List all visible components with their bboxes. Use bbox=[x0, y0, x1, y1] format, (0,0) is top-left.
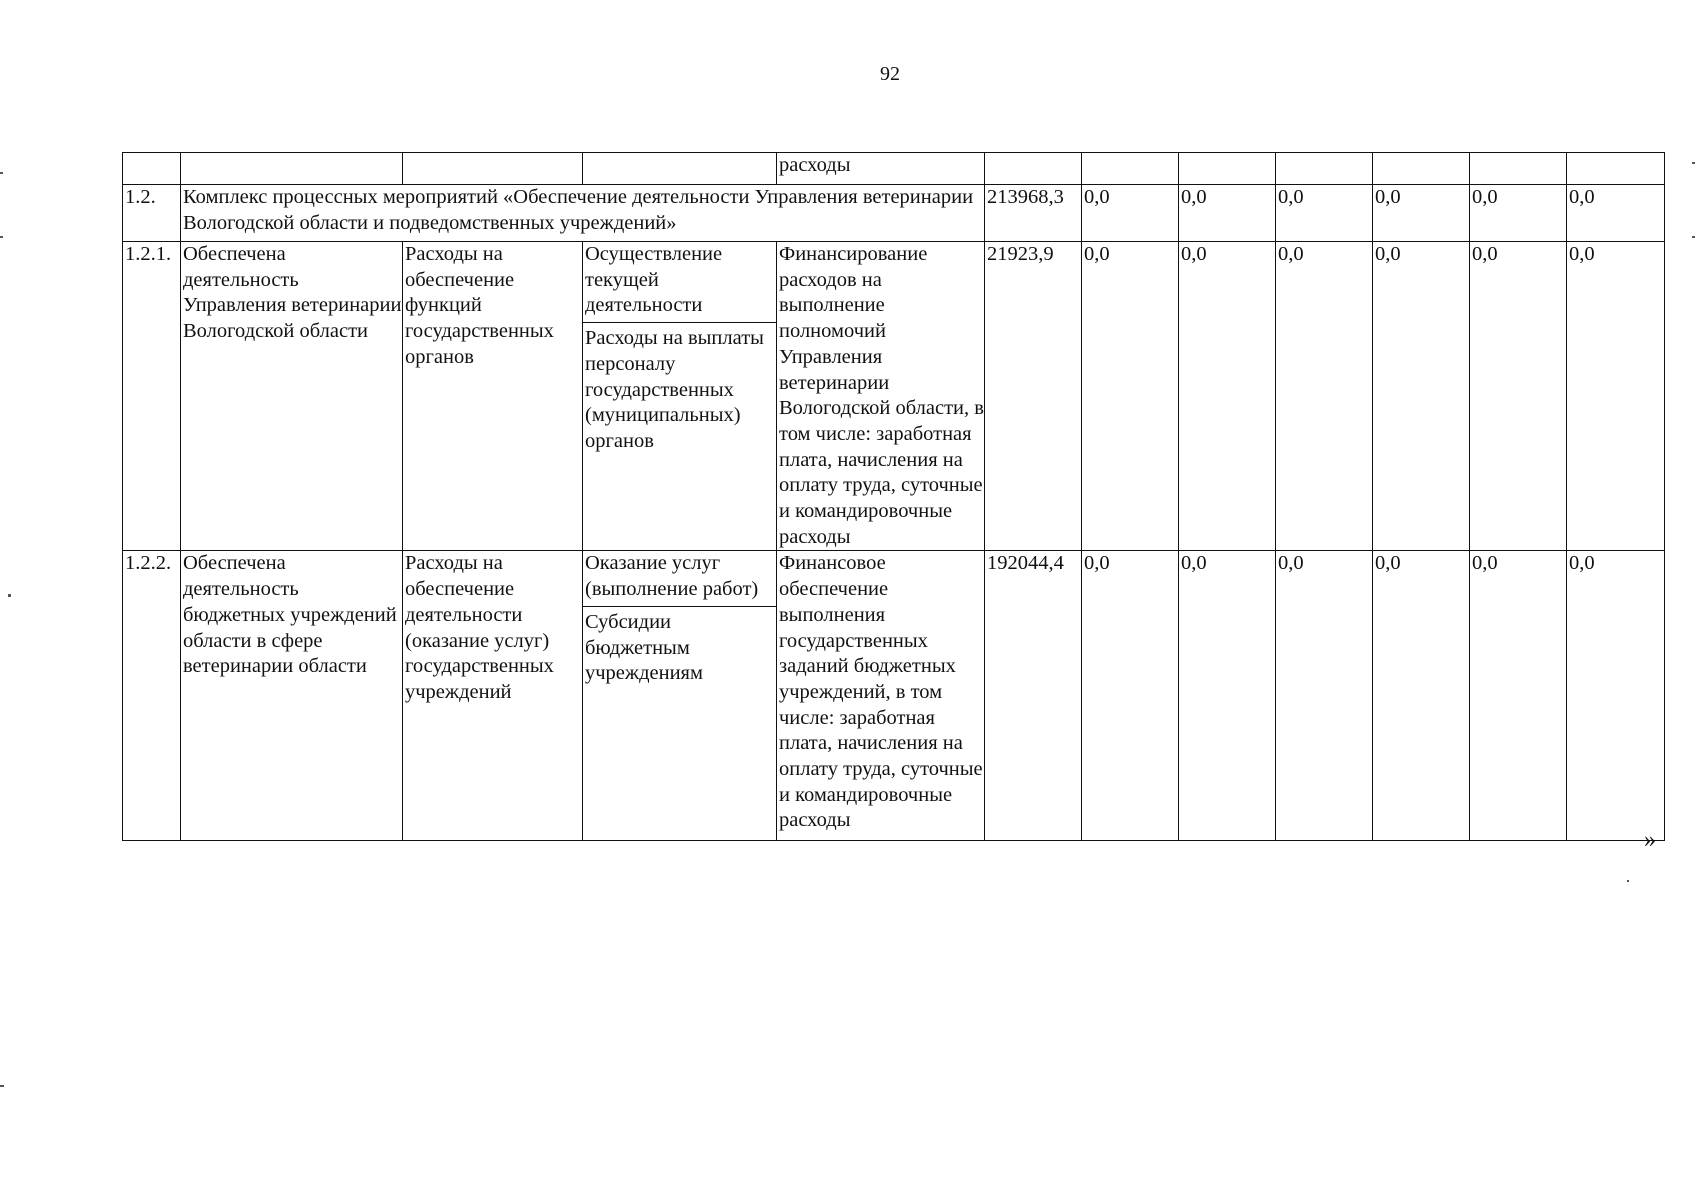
value-cell: 0,0 bbox=[1470, 185, 1567, 242]
value-cell: 0,0 bbox=[1567, 551, 1665, 841]
scan-speck bbox=[1692, 162, 1695, 164]
expense-type: Расходы на выплаты персоналу государственных (муниципальных) органов bbox=[585, 327, 764, 452]
expense-cell: Расходы на обеспечение функций государственных органов bbox=[403, 242, 583, 551]
activity-cell bbox=[583, 551, 777, 841]
value-cell: 0,0 bbox=[1567, 242, 1665, 551]
row-number: 1.2. bbox=[123, 185, 181, 242]
closing-quote: » bbox=[1644, 827, 1656, 853]
value-cell: 0,0 bbox=[1179, 185, 1276, 242]
value-cell: 0,0 bbox=[1470, 242, 1567, 551]
scan-speck bbox=[0, 236, 3, 238]
complex-title: Комплекс процессных мероприятий «Обеспечение деятельности Управления ветеринарии Вологодской области и подведомственных учреждений» bbox=[181, 185, 985, 242]
table-row-continuation bbox=[123, 153, 1665, 185]
value-total: 213968,3 bbox=[985, 185, 1082, 242]
scan-speck bbox=[0, 1085, 4, 1087]
scan-speck bbox=[8, 594, 11, 597]
cell-empty bbox=[985, 153, 1082, 185]
scan-speck bbox=[0, 172, 3, 174]
cell-empty bbox=[583, 153, 777, 185]
value-cell: 0,0 bbox=[1276, 185, 1373, 242]
value-total: 21923,9 bbox=[985, 242, 1082, 551]
value-cell: 0,0 bbox=[1082, 185, 1179, 242]
cell-empty bbox=[1567, 153, 1665, 185]
value-cell: 0,0 bbox=[1082, 242, 1179, 551]
result-cell: Обеспечена деятельность бюджетных учреждений области в сфере ветеринарии области bbox=[181, 551, 403, 841]
table-row-1-2-1 bbox=[123, 242, 1665, 551]
value-cell: 0,0 bbox=[1276, 242, 1373, 551]
activity-cell bbox=[583, 242, 777, 551]
cell-empty bbox=[1082, 153, 1179, 185]
value-cell: 0,0 bbox=[1082, 551, 1179, 841]
cell-empty bbox=[181, 153, 403, 185]
value-cell: 0,0 bbox=[1373, 551, 1470, 841]
activity-type: Осуществление текущей деятельности bbox=[583, 242, 776, 323]
value-cell: 0,0 bbox=[1276, 551, 1373, 841]
value-cell: 0,0 bbox=[1179, 242, 1276, 551]
row-number: 1.2.2. bbox=[123, 551, 181, 841]
expense-cell: Расходы на обеспечение деятельности (оказание услуг) государственных учреждений bbox=[403, 551, 583, 841]
page-number: 92 bbox=[880, 63, 900, 85]
description-cell: Финансирование расходов на выполнение полномочий Управления ветеринарии Вологодской области, в том числе: заработная плата, начисления на оплату труда, суточные и командировочные расходы bbox=[777, 242, 985, 551]
expense-type: Субсидии бюджетным учреждениям bbox=[585, 610, 703, 685]
result-cell: Обеспечена деятельность Управления ветеринарии Вологодской области bbox=[181, 242, 403, 551]
cell-empty bbox=[1470, 153, 1567, 185]
value-cell: 0,0 bbox=[1373, 185, 1470, 242]
value-cell: 0,0 bbox=[1179, 551, 1276, 841]
table-row-1-2-2 bbox=[123, 551, 1665, 841]
budget-table bbox=[122, 152, 1665, 841]
value-cell: 0,0 bbox=[1567, 185, 1665, 242]
scan-speck bbox=[1627, 880, 1629, 882]
value-cell: 0,0 bbox=[1373, 242, 1470, 551]
row-number: 1.2.1. bbox=[123, 242, 181, 551]
scan-speck bbox=[1692, 236, 1695, 238]
cell-empty bbox=[1373, 153, 1470, 185]
table-row-1-2 bbox=[123, 185, 1665, 242]
value-total: 192044,4 bbox=[985, 551, 1082, 841]
cell-empty bbox=[1276, 153, 1373, 185]
description-cell: Финансовое обеспечение выполнения государственных заданий бюджетных учреждений, в том числе: заработная плата, начисления на оплату труда, суточные и командировочные расходы bbox=[777, 551, 985, 841]
activity-type: Оказание услуг (выполнение работ) bbox=[583, 551, 776, 606]
cell-empty bbox=[403, 153, 583, 185]
cell-empty bbox=[123, 153, 181, 185]
value-cell: 0,0 bbox=[1470, 551, 1567, 841]
cell-empty bbox=[1179, 153, 1276, 185]
cell-description: расходы bbox=[777, 153, 985, 185]
